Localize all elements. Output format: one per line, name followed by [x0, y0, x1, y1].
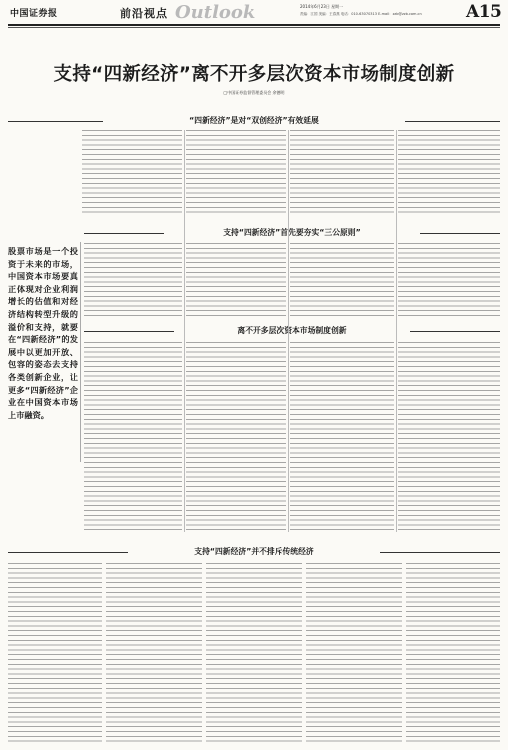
- text-column: [398, 243, 500, 317]
- text-column: [84, 342, 182, 532]
- dateline: 2014年6月23日 星期一: [300, 4, 344, 9]
- column-divider: [396, 130, 397, 532]
- text-column: [398, 342, 500, 532]
- subhead-rule-right: [420, 233, 500, 234]
- subhead-rule-right: [380, 552, 500, 553]
- text-column: [82, 130, 182, 214]
- text-column: [290, 243, 394, 317]
- text-column: [290, 342, 394, 532]
- masthead: 中国证券报: [10, 9, 58, 19]
- text-column: [206, 563, 302, 743]
- pull-quote: 股票市场是一个投资于未来的市场，中国资本市场要真正体现对企业利润增长的估值和对经济结构转型升级的溢价和支持，就要在“四新经济”的发展中以更加开放、包容的姿态去支持各类创新企业，让更多“四新经济”企业在中国资本市场上市融资。: [8, 246, 78, 420]
- subhead-rule-right: [405, 121, 500, 122]
- text-column: [186, 130, 286, 214]
- subhead-1: “四新经济”是对“双创经济”有效延展: [189, 116, 319, 125]
- text-column: [398, 130, 500, 214]
- text-column: [186, 342, 286, 532]
- subhead-3: 离不开多层次资本市场制度创新: [237, 326, 347, 335]
- sidebar-divider: [80, 242, 81, 462]
- page-number: A15: [466, 2, 502, 22]
- text-column: [186, 243, 286, 317]
- column-divider: [184, 130, 185, 532]
- text-column: [8, 563, 102, 743]
- headline: 支持“四新经济”离不开多层次资本市场制度创新: [53, 64, 455, 85]
- column-divider: [288, 130, 289, 532]
- text-column: [306, 563, 402, 743]
- section-title: 前沿视点: [120, 7, 168, 20]
- byline: □中国证券监督管理委员会 余德明: [223, 90, 285, 95]
- subhead-4: 支持“四新经济”并不排斥传统经济: [194, 547, 314, 556]
- header-rule-thin: [8, 27, 500, 28]
- subhead-2: 支持“四新经济”首先要夯实“三公原则”: [223, 228, 361, 237]
- text-column: [84, 243, 182, 317]
- text-column: [406, 563, 500, 743]
- text-column: [106, 563, 202, 743]
- subhead-rule-right: [410, 331, 500, 332]
- header-rule: [8, 24, 500, 26]
- editors-line: 责编：江国 美编：王春燕 电话：010-63070313 E-mail：zzb@zzb.com.cn: [300, 12, 422, 16]
- text-column: [290, 130, 394, 214]
- section-watermark: Outlook: [175, 2, 256, 23]
